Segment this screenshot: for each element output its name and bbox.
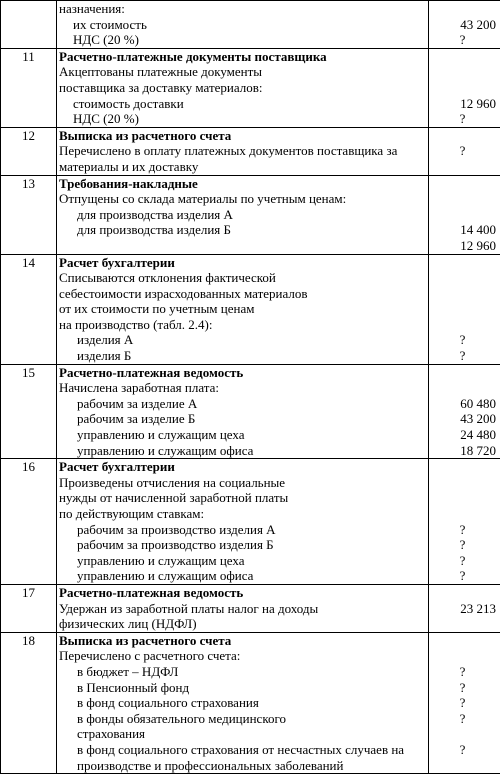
description-line: нужды от начисленной заработной платы	[59, 490, 426, 506]
description-line: в Пенсионный фонд	[59, 680, 426, 696]
amount-value: ?	[429, 522, 496, 538]
operation-description	[57, 632, 429, 773]
description-line: себестоимости израсходованных материалов	[59, 286, 426, 302]
description-line	[59, 238, 426, 254]
amount-value: ?	[429, 537, 496, 553]
description-line: Произведены отчисления на социальные	[59, 475, 426, 491]
document-title: Расчет бухгалтерии	[59, 255, 426, 271]
description-line: в фонд социального страхования от несчастных случаев на	[59, 742, 426, 758]
description-line: управлению и служащим цеха	[59, 427, 426, 443]
operation-number: 13	[1, 175, 57, 254]
amount-value: 14 400	[429, 222, 496, 238]
operation-description	[57, 364, 429, 459]
operation-amount	[429, 48, 500, 127]
operation-description	[57, 254, 429, 364]
document-title: Расчет бухгалтерии	[59, 459, 426, 475]
operation-number: 17	[1, 584, 57, 632]
amount-value: 60 480	[429, 396, 496, 412]
description-line: изделия Б	[59, 348, 426, 364]
operation-description	[57, 127, 429, 175]
amount-value	[429, 506, 496, 522]
amount-value: 43 200	[429, 17, 496, 33]
amount-value: ?	[429, 143, 496, 159]
amount-value	[429, 270, 496, 286]
description-line: материалы и их доставку	[59, 159, 426, 175]
document-title: Требования-накладные	[59, 176, 426, 192]
description-line: Перечислено с расчетного счета:	[59, 648, 426, 664]
amount-value: ?	[429, 664, 496, 680]
amount-value: ?	[429, 332, 496, 348]
amount-value	[429, 80, 496, 96]
amount-value	[429, 159, 496, 175]
table-row	[1, 459, 500, 585]
amount-value	[429, 616, 496, 632]
amount-value: ?	[429, 553, 496, 569]
amount-value: ?	[429, 32, 496, 48]
amount-value	[429, 317, 496, 333]
document-title: Расчетно-платежная ведомость	[59, 365, 426, 381]
amount-value	[429, 490, 496, 506]
description-line: поставщика за доставку материалов:	[59, 80, 426, 96]
amount-value: 23 213	[429, 601, 496, 617]
description-line: по действующим ставкам:	[59, 506, 426, 522]
description-line: рабочим за изделие А	[59, 396, 426, 412]
operation-number: 12	[1, 127, 57, 175]
amount-value	[429, 585, 496, 601]
amount-value	[429, 176, 496, 192]
description-line: страхования	[59, 726, 426, 742]
description-line: НДС (20 %)	[59, 32, 426, 48]
amount-value: ?	[429, 568, 496, 584]
description-line: их стоимость	[59, 17, 426, 33]
document-title: Расчетно-платежная ведомость	[59, 585, 426, 601]
amount-value	[429, 365, 496, 381]
operation-number: 16	[1, 459, 57, 585]
amount-value	[429, 459, 496, 475]
operation-description	[57, 459, 429, 585]
operation-description	[57, 175, 429, 254]
amount-value	[429, 758, 496, 774]
amount-value	[429, 726, 496, 742]
operation-number	[1, 1, 57, 49]
table-row	[1, 1, 500, 49]
amount-value: 18 720	[429, 443, 496, 459]
operation-amount	[429, 127, 500, 175]
amount-value	[429, 648, 496, 664]
amount-value	[429, 633, 496, 649]
description-line: НДС (20 %)	[59, 111, 426, 127]
description-line: стоимость доставки	[59, 96, 426, 112]
description-line: Удержан из заработной платы налог на доходы	[59, 601, 426, 617]
description-line: для производства изделия Б	[59, 222, 426, 238]
description-line: на производство (табл. 2.4):	[59, 317, 426, 333]
amount-value: 12 960	[429, 96, 496, 112]
amount-value: ?	[429, 711, 496, 727]
description-line: физических лиц (НДФЛ)	[59, 616, 426, 632]
table-row	[1, 364, 500, 459]
description-line: рабочим за производство изделия Б	[59, 537, 426, 553]
amount-value	[429, 286, 496, 302]
amount-value: ?	[429, 695, 496, 711]
amount-value: 24 480	[429, 427, 496, 443]
amount-value	[429, 380, 496, 396]
table-row	[1, 175, 500, 254]
amount-value	[429, 475, 496, 491]
operation-description	[57, 1, 429, 49]
operation-amount	[429, 632, 500, 773]
amount-value	[429, 255, 496, 271]
description-line: управлению и служащим офиса	[59, 568, 426, 584]
description-line: в фонд социального страхования	[59, 695, 426, 711]
amount-value	[429, 191, 496, 207]
table-row	[1, 127, 500, 175]
amount-value	[429, 128, 496, 144]
operation-amount	[429, 459, 500, 585]
amount-value: ?	[429, 680, 496, 696]
description-line: Начислена заработная плата:	[59, 380, 426, 396]
description-line: назначения:	[59, 1, 426, 17]
operation-number: 14	[1, 254, 57, 364]
operation-description	[57, 48, 429, 127]
operation-number: 11	[1, 48, 57, 127]
operation-amount	[429, 364, 500, 459]
operations-table-body	[1, 1, 500, 774]
operation-description	[57, 584, 429, 632]
operation-number: 18	[1, 632, 57, 773]
operation-amount	[429, 175, 500, 254]
amount-value	[429, 207, 496, 223]
table-row	[1, 48, 500, 127]
description-line: Акцептованы платежные документы	[59, 64, 426, 80]
description-line: управлению и служащим офиса	[59, 443, 426, 459]
description-line: от их стоимости по учетным ценам	[59, 301, 426, 317]
description-line: управлению и служащим цеха	[59, 553, 426, 569]
description-line: для производства изделия А	[59, 207, 426, 223]
description-line: в фонды обязательного медицинского	[59, 711, 426, 727]
amount-value: ?	[429, 348, 496, 364]
amount-value	[429, 49, 496, 65]
description-line: рабочим за изделие Б	[59, 411, 426, 427]
amount-value	[429, 64, 496, 80]
table-row	[1, 254, 500, 364]
description-line: рабочим за производство изделия А	[59, 522, 426, 538]
amount-value: ?	[429, 111, 496, 127]
description-line: в бюджет – НДФЛ	[59, 664, 426, 680]
document-title: Расчетно-платежные документы поставщика	[59, 49, 426, 65]
amount-value	[429, 301, 496, 317]
description-line: изделия А	[59, 332, 426, 348]
table-row	[1, 632, 500, 773]
amount-value: ?	[429, 742, 496, 758]
table-row	[1, 584, 500, 632]
document-title: Выписка из расчетного счета	[59, 128, 426, 144]
description-line: Перечислено в оплату платежных документов поставщика за	[59, 143, 426, 159]
amount-value: 43 200	[429, 411, 496, 427]
description-line: Списываются отклонения фактической	[59, 270, 426, 286]
operation-amount	[429, 254, 500, 364]
operation-number: 15	[1, 364, 57, 459]
description-line: Отпущены со склада материалы по учетным ценам:	[59, 191, 426, 207]
amount-value: 12 960	[429, 238, 496, 254]
description-line: производстве и профессиональных заболеваний	[59, 758, 426, 774]
operation-amount	[429, 1, 500, 49]
document-title: Выписка из расчетного счета	[59, 633, 426, 649]
operation-amount	[429, 584, 500, 632]
amount-value	[429, 1, 496, 17]
